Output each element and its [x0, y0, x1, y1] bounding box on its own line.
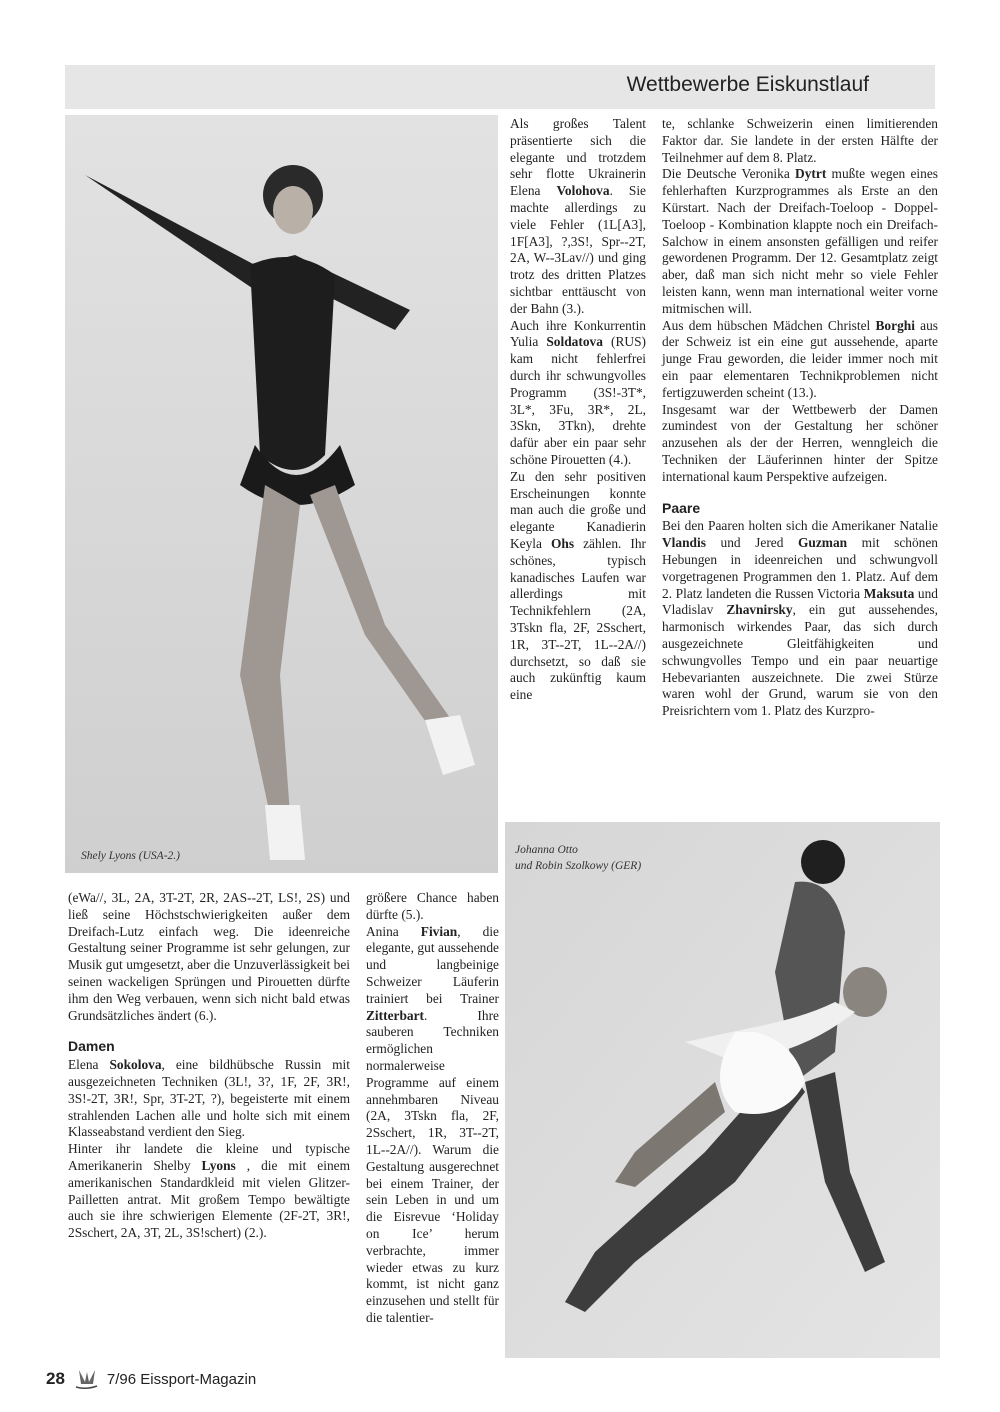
- paragraph-paare: Bei den Paaren holten sich die Amerikaner Natalie Vlandis und Jered Guzman mit schönen Hebungen in ideenreichen und schwungvoll vorgetragenen Programmen den 1. Platz. Auf dem 2. Platz landeten die Russen Victoria Maksuta und Vladislav Zhavnirsky, ein gut aussehendes, harmonisch wirkendes Paar, das sich durch ausgezeichnete Gleitfähigkeiten und schwungvolles Tempo und ein paar neuartige Hebevarianten auszeichnete. Die zwei Stürze waren wohl der Grund, warum sie von den Preisrichtern vom 1. Platz des Kurzpro-: [662, 518, 938, 719]
- name-soldatova: Soldatova: [546, 334, 603, 350]
- swan-skate-logo-icon: [73, 1366, 99, 1392]
- issue-label: 7/96 Eissport-Magazin: [106, 1370, 257, 1388]
- header-band: [65, 65, 935, 109]
- name-dytrt: Dytrt: [795, 166, 827, 182]
- article-column-mid-bottom: [366, 890, 499, 1327]
- page-title: Wettbewerbe Eiskunstlauf: [626, 73, 869, 96]
- paragraph-lyons: Hinter ihr landete die kleine und typische Amerikanerin Shelby Lyons , die mit einem amerikanischen Standardkleid mit vielen Glitzer-Pailletten antrat. Mit großem Tempo bewältigte auch sie ihre schwierigen Elemente (2F-2T, 3R!, 2Sschert, 2A, 3T, 2L, 3S!schert) (2.).: [68, 1141, 350, 1241]
- name-maksuta: Maksuta: [863, 585, 915, 601]
- article-column-left-bottom: [68, 890, 350, 1242]
- paragraph-chance: größere Chance haben dürfte (5.).: [366, 890, 499, 922]
- paragraph-soldatova: Auch ihre Konkurrentin Yulia Soldatova (RUS) kam nicht fehlerfrei durch ihr schwungvolles Programm (3S!-3T*, 3L*, 3Fu, 3R*, 2L, 3Skn, 3Tkn), drehte dafür aber ein paar sehr schöne Pirouetten (4.).: [510, 317, 646, 467]
- paragraph-schweizerin: te, schlanke Schweizerin einen limitierenden Faktor dar. Sie landete in der ersten Hälfte der Teilnehmer auf dem 8. Platz.: [662, 116, 938, 165]
- skater-illustration: [65, 115, 498, 873]
- photo-pair-skaters: [505, 822, 940, 1358]
- name-vlandis: Vlandis: [662, 535, 706, 551]
- page-number: 28: [46, 1369, 65, 1388]
- name-volohova: Volohova: [556, 183, 610, 199]
- page-footer: [46, 1366, 256, 1392]
- name-zhavnirsky: Zhavnirsky: [726, 602, 793, 618]
- name-zitterbart: Zitterbart: [366, 1007, 425, 1023]
- paragraph-insgesamt: Insgesamt war der Wettbewerb der Damen zumindest von der Gestaltung her schöner anzusehen als der der Herren, wenngleich die Techniken der Läuferinnen hinter der Spitze international kaum Perspektive aufzeigen.: [662, 401, 938, 484]
- section-heading-damen: Damen: [68, 1038, 115, 1055]
- article-column-mid-top: [510, 116, 646, 704]
- section-heading-paare: Paare: [662, 499, 701, 516]
- name-borghi: Borghi: [875, 317, 915, 333]
- name-sokolova: Sokolova: [109, 1057, 162, 1073]
- article-column-right-top: [662, 116, 938, 720]
- paragraph-ohs: Zu den sehr positiven Erscheinungen konnte man auch die große und elegante Kanadierin Keyla Ohs zählen. Ihr schönes, typisch kanadisches Laufen war allerdings mit Technikfehlern (2A, 3Tskn fla, 2F, 2Sschert, 1R, 3T--2T, 1L--2A//) durchsetzt, so daß sie auch zukünftig kaum eine: [510, 468, 646, 703]
- paragraph-volohova: Als großes Talent präsentierte sich die elegante und trotzdem sehr flotte Ukrainerin Elena Volohova. Sie machte allerdings zu viele Fehler (1L[A3], 1F[A3], ?,3S!, Spr--2T, 2A, W--3Lav//) und ging trotz des dritten Platzes sichtbar enttäuscht von der Bahn (3.).: [510, 116, 646, 316]
- paragraph-sokolova: Elena Sokolova, eine bildhübsche Russin mit ausgezeichneten Techniken (3L!, 3?, 1F, 2F, 3R!, 3S!-2T, 3R!, Spr, 3T-2T, ?), begeisterte mit einem strahlenden Lachen alle und holte sich mit einem Klasseabstand verdient den Sieg.: [68, 1057, 350, 1140]
- paragraph-fivian: Anina Fivian, die elegante, gut aussehende und langbeinige Schweizer Läuferin trainiert bei Trainer Zitterbart. Ihre sauberen Techniken ermöglichen normalerweise Programme auf einem annehmbaren Niveau (2A, 3Tskn fla, 2F, 2Sschert, 1R, 3T--2T, 1L--2A//). Warum die Gestaltung ausgerechnet bei einem Trainer, der sein Leben in und um die Eisrevue ‘Holiday on Ice’ herum verbrachte, immer wieder etwas zu kurz kommt, ist nicht ganz einzusehen und stellt für die talentier-: [366, 923, 499, 1325]
- photo-caption-single: Shely Lyons (USA-2.): [81, 850, 180, 862]
- photo-caption-pair: Johanna Otto und Robin Szolkowy (GER): [515, 844, 642, 872]
- name-lyons: Lyons: [201, 1157, 236, 1173]
- paragraph-herren-end: (eWa//, 3L, 2A, 3T-2T, 2R, 2AS--2T, LS!, 2S) und ließ seine Höchstschwierigkeiten außer dem Dreifach-Lutz einfach weg. Die ideenreiche Gestaltung seiner Programme ist sehr gelungen, zur Musik gut umgesetzt, aber die Unzuverlässigkeit bei seinen wackeligen Sprüngen und Pirouetten dürfte ihm den Weg verbauen, wenn sich nicht bald etwas Grundsätzliches ändert (6.).: [68, 890, 350, 1023]
- paragraph-borghi: Aus dem hübschen Mädchen Christel Borghi aus der Schweiz ist ein eine gut aussehende, aparte junge Frau geworden, die leider immer noch mit ein paar elementaren Technikproblemen nicht fertigzuwerden scheint (13.).: [662, 317, 938, 400]
- paragraph-dytrt: Die Deutsche Veronika Dytrt mußte wegen eines fehlerhaften Kurzprogrammes als Erste an den Kürstart. Nach der Dreifach-Toeloop - Doppel-Toeloop - Kombination klappte noch ein Dreifach-Salchow in einem ansonsten gefälligen und reifer gewordenen Programm. Der 12. Gesamtplatz zeigt aber, daß man sich nicht mehr so viele Fehler leisten kann, wenn man international weiter vorne mitmischen will.: [662, 166, 938, 316]
- pair-illustration: [505, 822, 940, 1358]
- name-ohs: Ohs: [550, 535, 575, 551]
- name-fivian: Fivian: [420, 923, 458, 939]
- name-guzman: Guzman: [798, 535, 848, 551]
- photo-single-skater: [65, 115, 498, 873]
